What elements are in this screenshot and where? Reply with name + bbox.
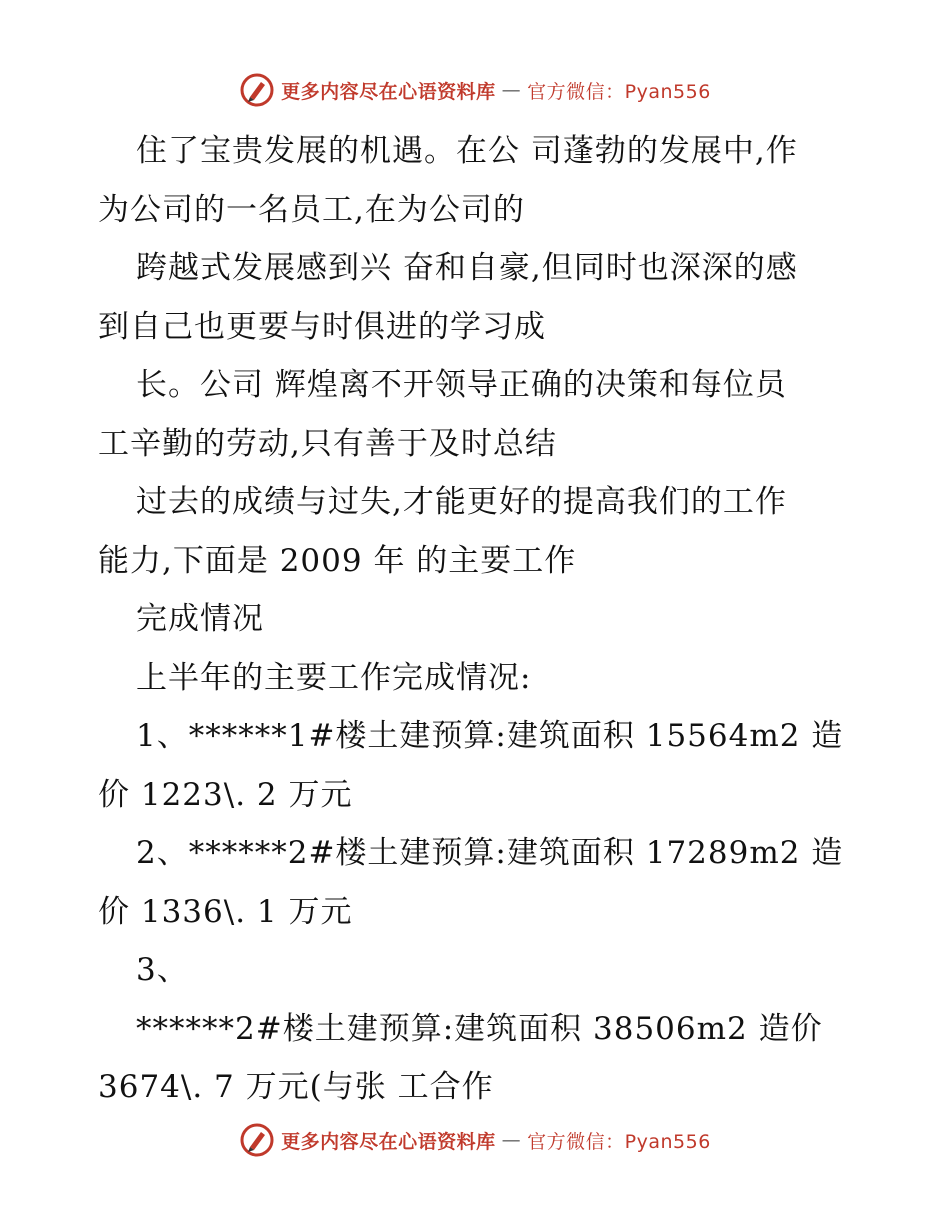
document-line: 上半年的主要工作完成情况:: [136, 659, 532, 696]
document-line: 价 1223\. 2 万元: [98, 776, 353, 813]
document-line: 到自己也更要与时俱进的学习成: [98, 308, 546, 345]
document-line: 住了宝贵发展的机遇。在公 司蓬勃的发展中,作: [136, 133, 798, 169]
document-line: 跨越式发展感到兴 奋和自豪,但同时也深深的感: [136, 250, 798, 286]
pen-circle-logo-icon: [239, 72, 275, 108]
banner-separator: —: [501, 79, 522, 101]
banner-contact-text: 官方微信：Pyan556: [527, 80, 711, 103]
banner-separator: —: [501, 1129, 522, 1151]
footer-banner: [0, 1120, 950, 1160]
header-banner: [0, 70, 950, 110]
document-line: ******2#楼土建预算:建筑面积 38506m2 造价: [136, 1010, 823, 1047]
document-line: 3674\. 7 万元(与张 工合作: [98, 1069, 494, 1105]
banner-contact-text: 官方微信：Pyan556: [527, 1130, 711, 1153]
document-body: [98, 122, 858, 1117]
document-line: 3、: [136, 952, 189, 988]
document-line: 为公司的一名员工,在为公司的: [98, 191, 525, 228]
document-line: 能力,下面是 2009 年 的主要工作: [98, 542, 577, 579]
document-line: 工辛勤的劳动,只有善于及时总结: [98, 425, 557, 462]
document-line: 1、******1#楼土建预算:建筑面积 15564m2 造: [136, 718, 844, 754]
document-line: 过去的成绩与过失,才能更好的提高我们的工作: [136, 484, 787, 520]
document-line: 2、******2#楼土建预算:建筑面积 17289m2 造: [136, 835, 844, 871]
document-line: 完成情况: [136, 601, 264, 637]
document-line: 长。公司 辉煌离不开领导正确的决策和每位员: [136, 367, 787, 403]
banner-main-text: 更多内容尽在心语资料库: [281, 1130, 496, 1153]
document-line: 价 1336\. 1 万元: [98, 893, 353, 930]
pen-circle-logo-icon: [239, 1122, 275, 1158]
banner-main-text: 更多内容尽在心语资料库: [281, 80, 496, 103]
